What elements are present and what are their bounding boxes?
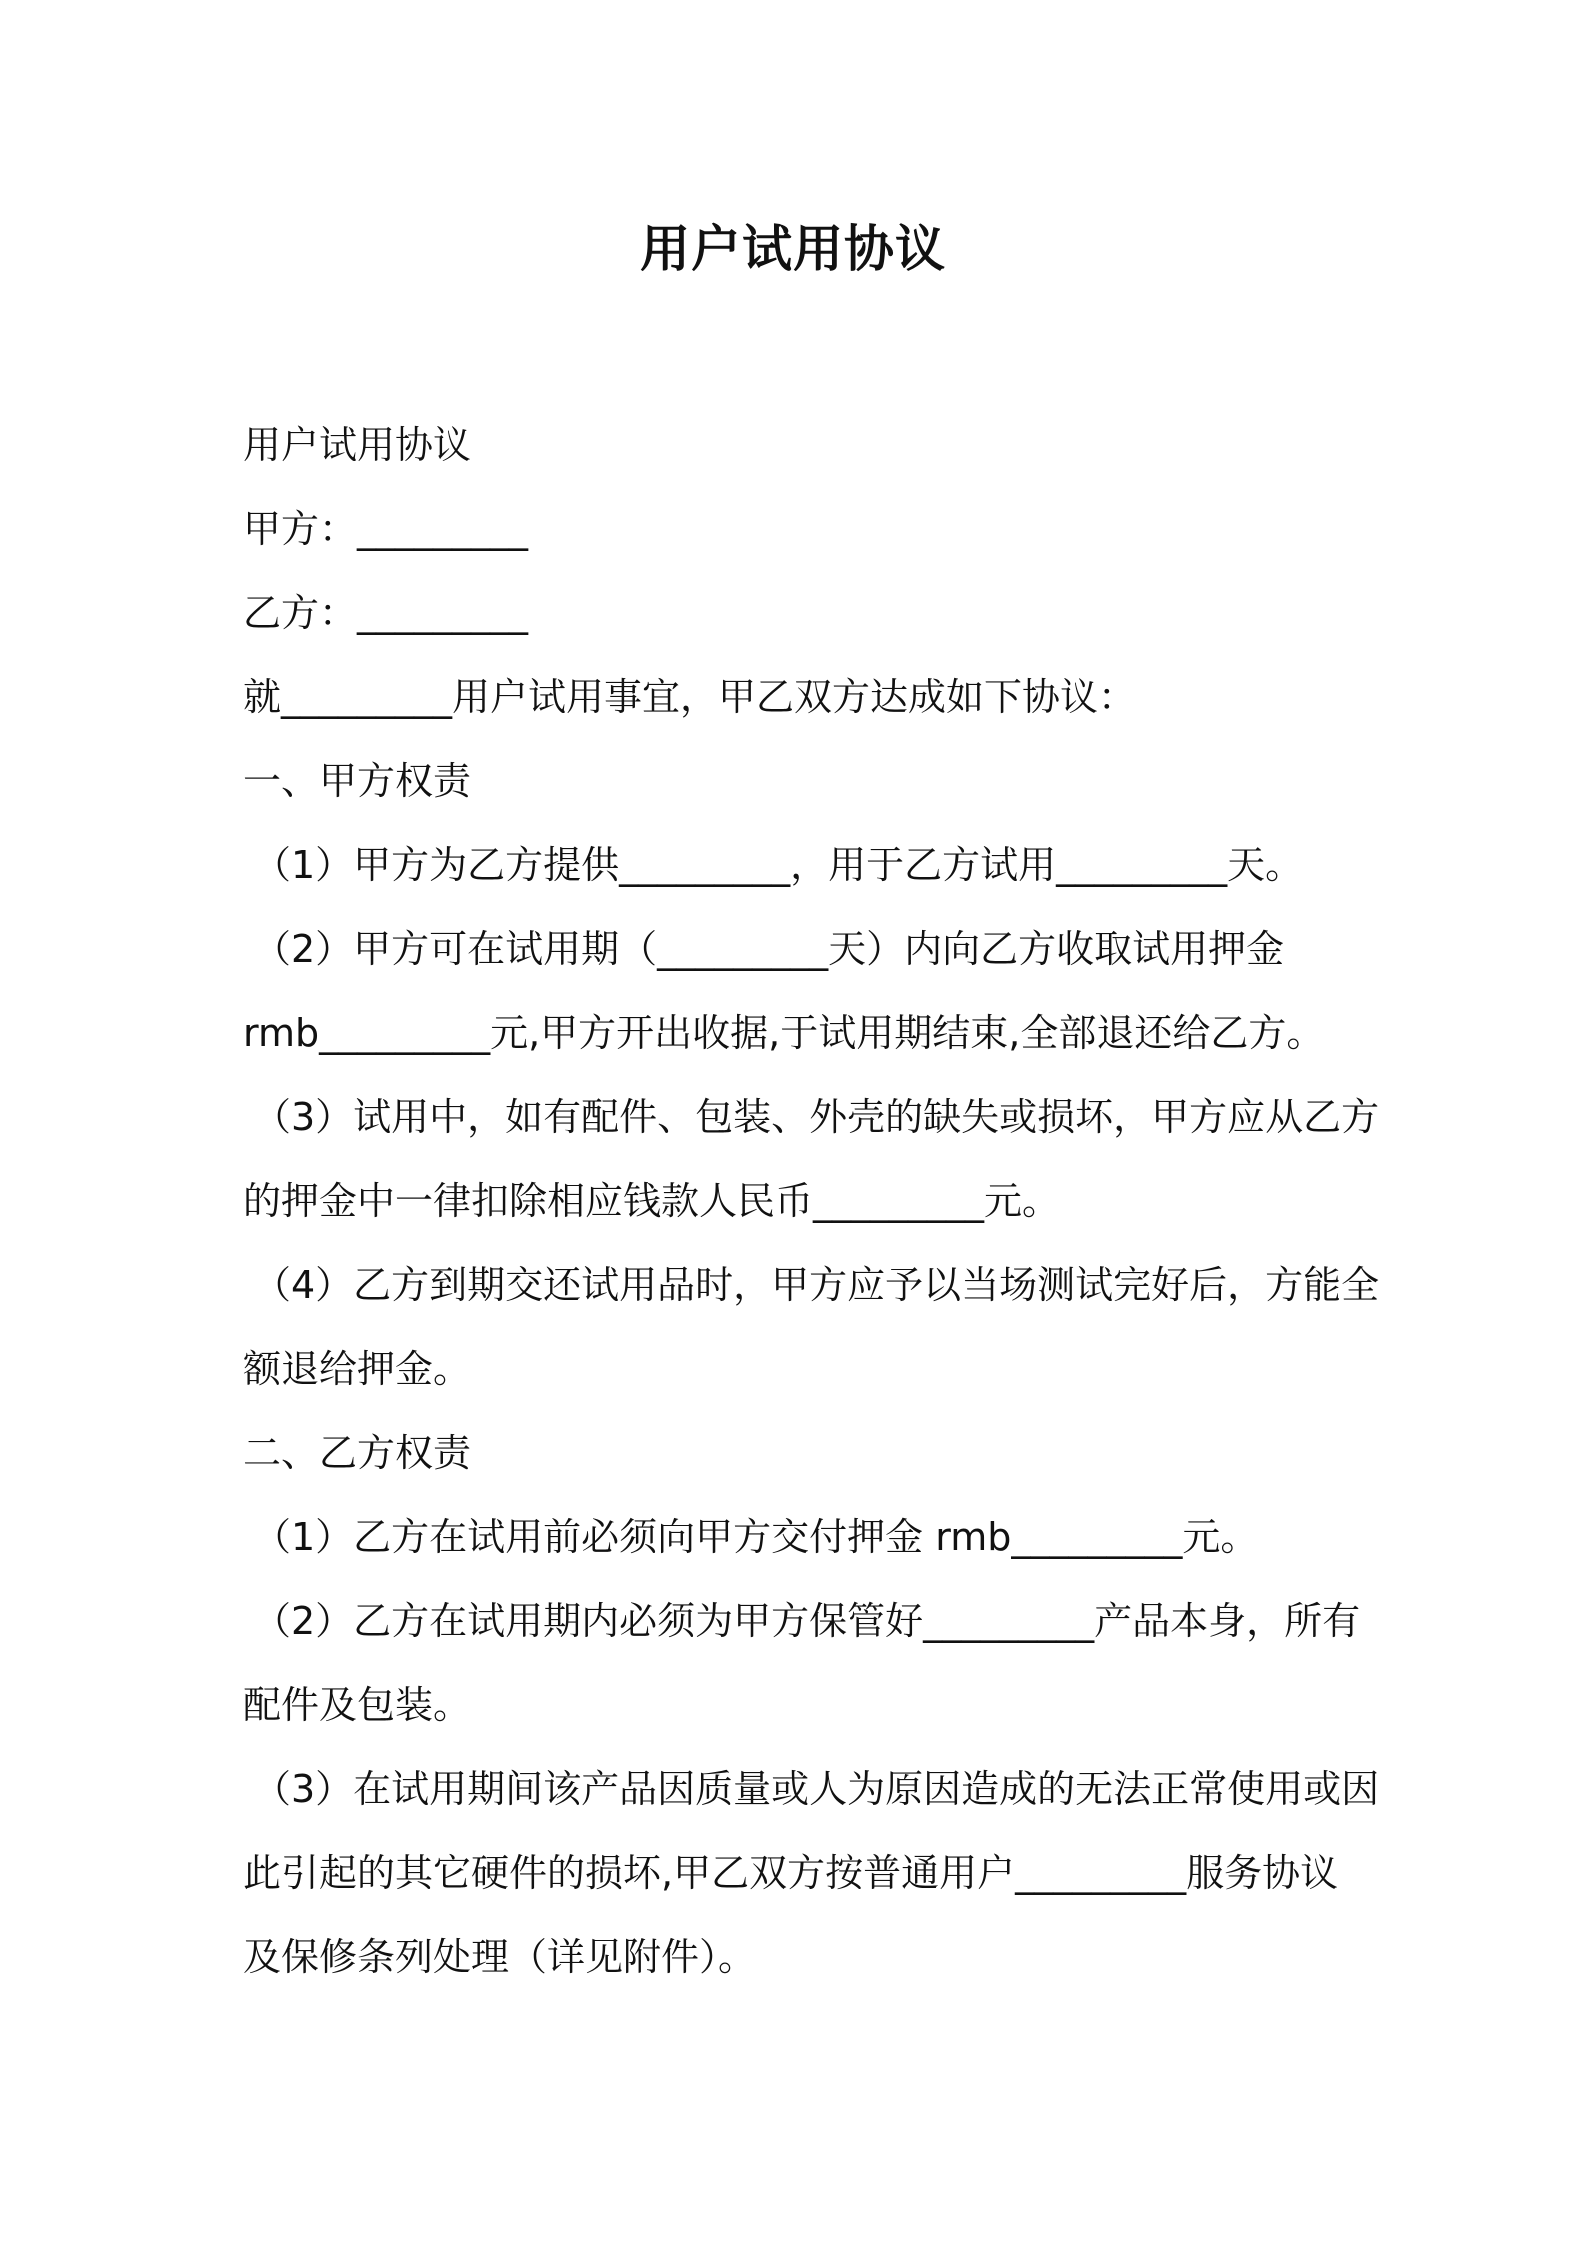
party-a-clause-4-line-2: 额退给押金。 [243,1347,472,1391]
party-a-clause-2-line-1: （2）甲方可在试用期（_________天）内向乙方收取试用押金 [253,927,1285,971]
party-b-clause-3-line-3: 及保修条列处理（详见附件）。 [243,1935,757,1979]
party-b-clause-1: （1）乙方在试用前必须向甲方交付押金 rmb_________元。 [253,1515,1259,1559]
party-b-clause-2-line-1: （2）乙方在试用期内必须为甲方保管好_________产品本身，所有 [253,1599,1361,1643]
party-b-clause-2-line-2: 配件及包装。 [243,1683,472,1727]
document-title: 用户试用协议 [640,220,946,278]
agreement-intro-line: 就_________用户试用事宜，甲乙双方达成如下协议： [243,675,1137,719]
section-heading-party-b: 二、乙方权责 [243,1431,472,1475]
party-a-clause-3-line-2: 的押金中一律扣除相应钱款人民币_________元。 [243,1179,1061,1223]
document-body [243,403,1380,1999]
party-b-clause-3-line-2: 此引起的其它硬件的损坏,甲乙双方按普通用户_________服务协议 [243,1851,1339,1895]
party-a-clause-2-line-2: rmb_________元,甲方开出收据,于试用期结束,全部退还给乙方。 [243,1011,1325,1055]
party-b-line: 乙方：_________ [243,591,529,635]
party-a-clause-4-line-1: （4）乙方到期交还试用品时，甲方应予以当场测试完好后，方能全 [253,1263,1380,1307]
section-heading-party-a: 一、甲方权责 [243,759,472,803]
body-heading: 用户试用协议 [243,423,472,467]
party-a-line: 甲方：_________ [243,507,529,551]
party-a-clause-3-line-1: （3）试用中，如有配件、包装、外壳的缺失或损坏，甲方应从乙方 [253,1095,1380,1139]
party-a-clause-1: （1）甲方为乙方提供_________，用于乙方试用_________天。 [253,843,1304,887]
party-b-clause-3-line-1: （3）在试用期间该产品因质量或人为原因造成的无法正常使用或因 [253,1767,1380,1811]
